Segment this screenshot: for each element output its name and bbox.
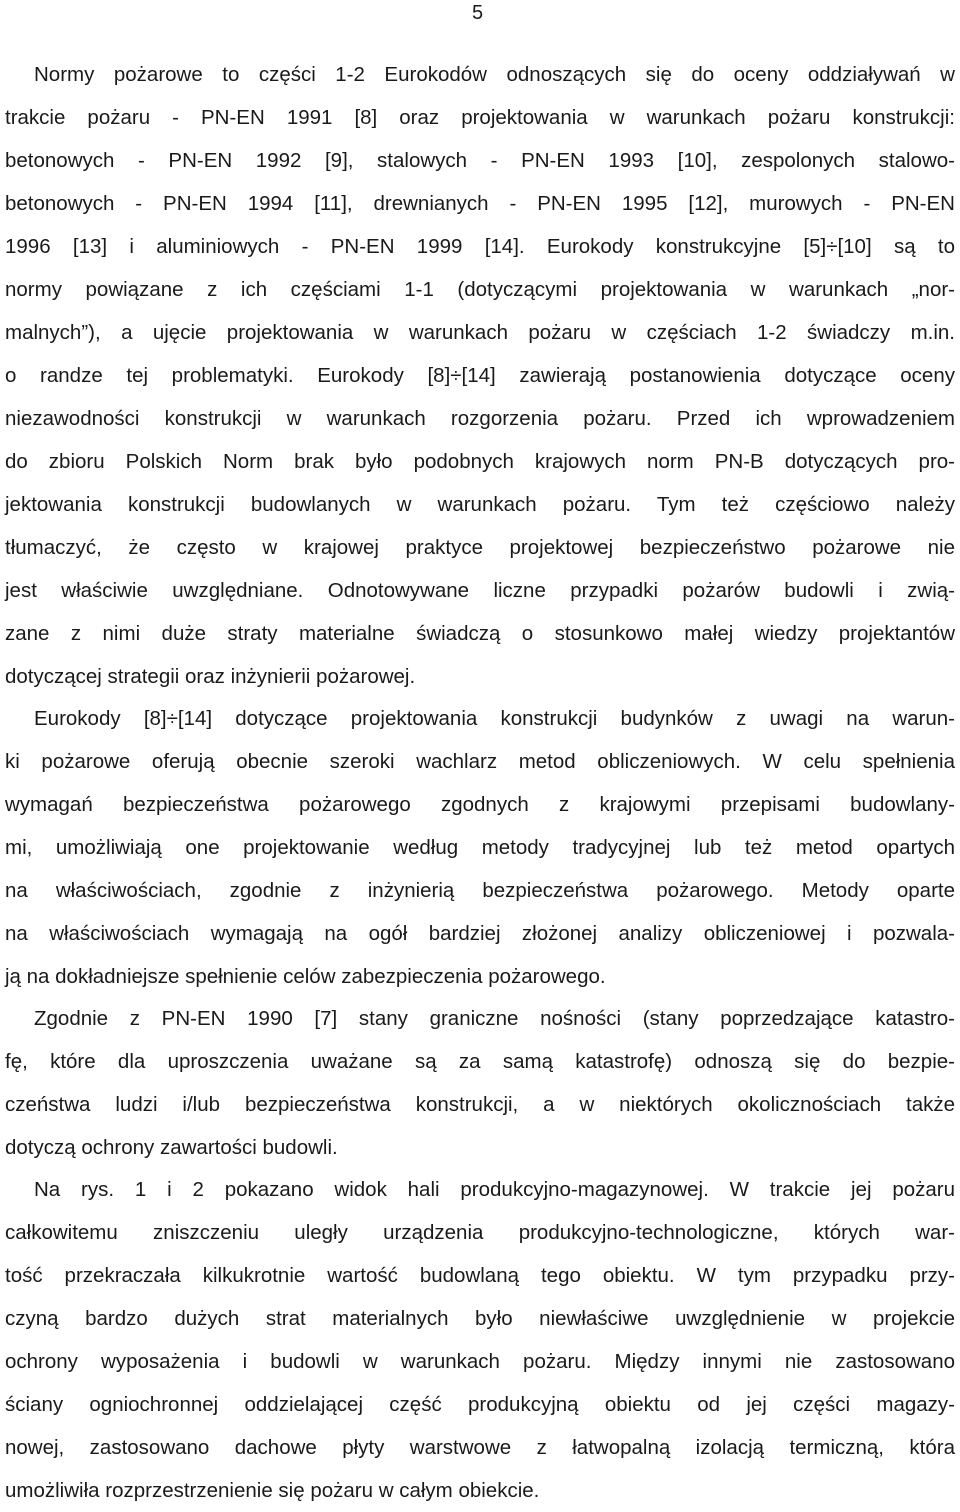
text-line: umożliwiła rozprzestrzenienie się pożaru w całym obiekcie. xyxy=(5,1479,540,1502)
text-line: ochrony wyposażenia i budowli w warunkach pożaru. Między innymi nie zastosowano xyxy=(5,1350,955,1373)
text-line: 1996 [13] i aluminiowych - PN-EN 1999 [14]. Eurokody konstrukcyjne [5]÷[10] są to xyxy=(5,235,955,258)
text-line: niezawodności konstrukcji w warunkach rozgorzenia pożaru. Przed ich wprowadzeniem xyxy=(5,407,955,430)
text-line: na właściwościach, zgodnie z inżynierią bezpieczeństwa pożarowego. Metody oparte xyxy=(5,879,955,902)
text-line: tość przekraczała kilkukrotnie wartość budowlaną tego obiektu. W tym przypadku przy- xyxy=(5,1264,955,1287)
text-line: dotyczącej strategii oraz inżynierii pożarowej. xyxy=(5,665,416,688)
text-line: Na rys. 1 i 2 pokazano widok hali produkcyjno-magazynowej. W trakcie jej pożaru xyxy=(34,1178,955,1201)
text-line: Normy pożarowe to części 1-2 Eurokodów odnoszących się do oceny oddziaływań w xyxy=(34,63,955,86)
text-line: do zbioru Polskich Norm brak było podobnych krajowych norm PN-B dotyczących pro- xyxy=(5,450,955,473)
paragraph-3 xyxy=(5,997,955,1169)
text-line: malnych”), a ujęcie projektowania w warunkach pożaru w częściach 1-2 świadczy m.in. xyxy=(5,321,955,344)
text-line: tłumaczyć, że często w krajowej praktyce projektowej bezpieczeństwo pożarowe nie xyxy=(5,536,955,559)
text-line: Eurokody [8]÷[14] dotyczące projektowania konstrukcji budynków z uwagi na warun- xyxy=(34,707,955,730)
text-line: jest właściwie uwzględniane. Odnotowywane liczne przypadki pożarów budowli i zwią- xyxy=(5,579,955,602)
text-line: nowej, zastosowano dachowe płyty warstwowe z łatwopalną izolacją termiczną, która xyxy=(5,1436,955,1459)
text-line: normy powiązane z ich częściami 1-1 (dotyczącymi projektowania w warunkach „nor- xyxy=(5,278,955,301)
paragraph-2 xyxy=(5,697,955,998)
paragraph-4 xyxy=(5,1168,955,1512)
text-line: betonowych - PN-EN 1994 [11], drewnianych - PN-EN 1995 [12], murowych - PN-EN xyxy=(5,192,955,215)
text-line: ki pożarowe oferują obecnie szeroki wachlarz metod obliczeniowych. W celu spełnienia xyxy=(5,750,955,773)
text-line: fę, które dla uproszczenia uważane są za samą katastrofę) odnoszą się do bezpie- xyxy=(5,1050,955,1073)
text-line: jektowania konstrukcji budowlanych w warunkach pożaru. Tym też częściowo należy xyxy=(5,493,955,516)
text-line: Zgodnie z PN-EN 1990 [7] stany graniczne nośności (stany poprzedzające katastro- xyxy=(34,1007,955,1030)
text-line: wymagań bezpieczeństwa pożarowego zgodnych z krajowymi przepisami budowlany- xyxy=(5,793,955,816)
text-line: czyną bardzo dużych strat materialnych było niewłaściwe uwzględnienie w projekcie xyxy=(5,1307,955,1330)
page-number: 5 xyxy=(472,2,484,24)
text-line: ściany ogniochronnej oddzielającej część produkcyjną obiektu od jej części magazy- xyxy=(5,1393,955,1416)
text-line: zane z nimi duże straty materialne świadczą o stosunkowo małej wiedzy projektantów xyxy=(5,622,955,645)
text-line: dotyczą ochrony zawartości budowli. xyxy=(5,1136,338,1159)
text-line: mi, umożliwiają one projektowanie według metody tradycyjnej lub też metod opartych xyxy=(5,836,955,859)
text-line: ją na dokładniejsze spełnienie celów zabezpieczenia pożarowego. xyxy=(5,965,606,988)
text-line: o randze tej problematyki. Eurokody [8]÷[14] zawierają postanowienia dotyczące oceny xyxy=(5,364,955,387)
paragraph-1 xyxy=(5,53,955,698)
text-line: na właściwościach wymagają na ogół bardziej złożonej analizy obliczeniowej i pozwala- xyxy=(5,922,955,945)
text-line: czeństwa ludzi i/lub bezpieczeństwa konstrukcji, a w niektórych okolicznościach także xyxy=(5,1093,955,1116)
text-line: trakcie pożaru - PN-EN 1991 [8] oraz projektowania w warunkach pożaru konstrukcji: xyxy=(5,106,955,129)
text-line: całkowitemu zniszczeniu uległy urządzenia produkcyjno-technologiczne, których war- xyxy=(5,1221,955,1244)
text-line: betonowych - PN-EN 1992 [9], stalowych - PN-EN 1993 [10], zespolonych stalowo- xyxy=(5,149,955,172)
